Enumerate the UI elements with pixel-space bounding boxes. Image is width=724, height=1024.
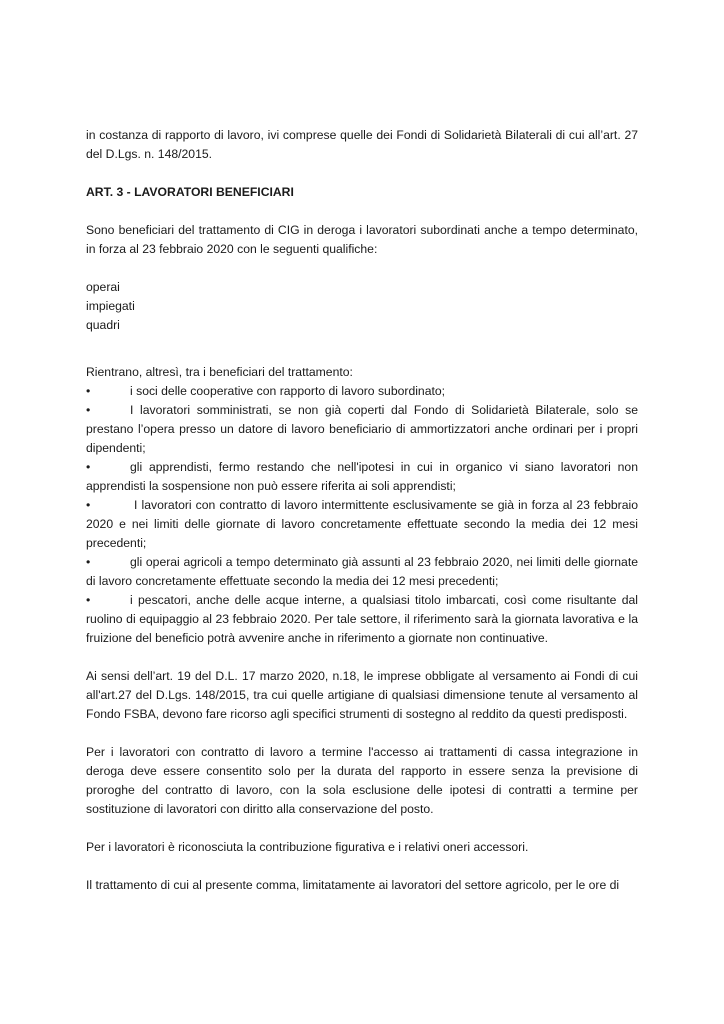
- list-item: [86, 401, 638, 458]
- list-item: [86, 591, 638, 648]
- article-heading: ART. 3 - LAVORATORI BENEFICIARI: [86, 185, 294, 199]
- bullet-icon: •: [86, 555, 91, 569]
- document-body: [86, 126, 638, 895]
- fixed-term-paragraph: Per i lavoratori con contratto di lavoro a termine l'accesso ai trattamenti di cassa integrazione in deroga deve essere consentito solo per la durata del rapporto in essere senza la previsione di proroghe del contratto di lavoro, con la sola esclusione delle ipotesi di contratti a termine per sostituzione di lavoratori con diritto alla conservazione del posto.: [86, 745, 638, 816]
- bullet-text: gli operai agricoli a tempo determinato già assunti al 23 febbraio 2020, nei limiti delle giornate di lavoro concretamente effettuate secondo la media dei 12 mesi precedenti;: [86, 555, 638, 588]
- list-item: [86, 382, 638, 401]
- qualification-item: impiegati: [86, 299, 135, 313]
- list-item: [86, 496, 638, 553]
- funds-paragraph: Ai sensi dell’art. 19 del D.L. 17 marzo 2020, n.18, le imprese obbligate al versamento ai Fondi di cui all'art.27 del D.Lgs. 148/2015, tra cui quelle artigiane di qualsiasi dimensione tenute al versamento al Fondo FSBA, devono fare ricorso agli specifici strumenti di sostegno al reddito da questi predisposti.: [86, 669, 638, 721]
- beneficiaries-bullet-list: [86, 382, 638, 648]
- agricultural-paragraph: Il trattamento di cui al presente comma, limitatamente ai lavoratori del settore agricolo, per le ore di: [86, 878, 620, 892]
- also-included-paragraph: Rientrano, altresì, tra i beneficiari del trattamento:: [86, 365, 353, 379]
- bullet-text: I lavoratori con contratto di lavoro intermittente esclusivamente se già in forza al 23 febbraio 2020 e nei limiti delle giornate di lavoro concretamente effettuate secondo la media dei 12 mesi precedenti;: [86, 498, 638, 550]
- intro-paragraph: in costanza di rapporto di lavoro, ivi comprese quelle dei Fondi di Solidarietà Bilaterali di cui all’art. 27 del D.Lgs. n. 148/2015.: [86, 128, 638, 161]
- bullet-icon: •: [86, 384, 91, 398]
- contribution-paragraph: Per i lavoratori è riconosciuta la contribuzione figurativa e i relativi oneri accessori.: [86, 840, 529, 854]
- bullet-icon: •: [86, 403, 91, 417]
- bullet-text: i soci delle cooperative con rapporto di lavoro subordinato;: [130, 384, 446, 398]
- bullet-icon: •: [86, 460, 91, 474]
- bullet-icon: •: [86, 498, 91, 512]
- qualification-item: quadri: [86, 318, 120, 332]
- beneficiaries-paragraph: Sono beneficiari del trattamento di CIG in deroga i lavoratori subordinati anche a tempo determinato, in forza al 23 febbraio 2020 con le seguenti qualifiche:: [86, 223, 638, 256]
- bullet-text: i pescatori, anche delle acque interne, a qualsiasi titolo imbarcati, così come risultante dal ruolino di equipaggio al 23 febbraio 2020. Per tale settore, il riferimento sarà la giornata lavorativa e la fruizione del beneficio potrà avvenire anche in riferimento a giornate non continuative.: [86, 593, 638, 645]
- bullet-text: I lavoratori somministrati, se non già coperti dal Fondo di Solidarietà Bilaterale, solo se prestano l’opera presso un datore di lavoro beneficiario di ammortizzatori anche ordinari per i propri dipendenti;: [86, 403, 638, 455]
- qualification-item: operai: [86, 280, 120, 294]
- bullet-icon: •: [86, 593, 91, 607]
- list-item: [86, 458, 638, 496]
- list-item: [86, 553, 638, 591]
- bullet-text: gli apprendisti, fermo restando che nell'ipotesi in cui in organico vi siano lavoratori non apprendisti la sospensione non può essere riferita ai soli apprendisti;: [86, 460, 638, 493]
- qualifications-list: [86, 278, 638, 335]
